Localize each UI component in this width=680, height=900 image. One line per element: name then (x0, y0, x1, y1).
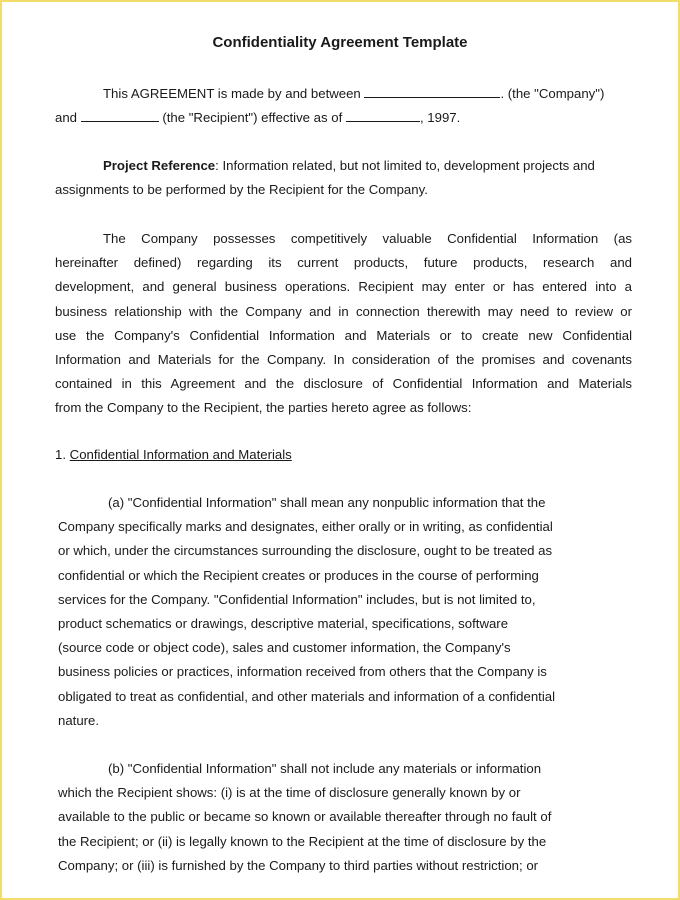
section-number: 1. (55, 447, 66, 462)
paragraph-a-line: (source code or object code), sales and customer information, the Company's (58, 640, 511, 656)
project-reference-text: assignments to be performed by the Recipient for the Company. (55, 182, 428, 198)
company-name-blank (364, 83, 500, 98)
paragraph-b-line: the Recipient; or (ii) is legally known to the Recipient at the time of disclosure by the (58, 833, 547, 849)
paragraph-a (58, 491, 618, 733)
intro-text: (the "Recipient") effective as of (162, 110, 343, 126)
paragraph-a-line: or which, under the circumstances surrounding the disclosure, ought to be treated as (58, 543, 553, 559)
intro-text: This AGREEMENT is made by and between (103, 86, 361, 101)
project-reference-paragraph (55, 154, 632, 202)
paragraph-b (58, 757, 618, 878)
intro-text: and (55, 110, 78, 126)
paragraph-a-line: (a) "Confidential Information" shall mean any nonpublic information that the (108, 495, 546, 510)
paragraph-a-line: confidential or which the Recipient creates or produces in the course of performing (58, 567, 539, 583)
paragraph-b-line: Company; or (iii) is furnished by the Company to third parties without restriction; or (58, 857, 539, 873)
paragraph-b-line: which the Recipient shows: (i) is at the time of disclosure generally known by or (58, 785, 521, 801)
paragraph-a-line: Company specifically marks and designates, either orally or in writing, as confidential (58, 519, 553, 535)
paragraph-a-line: services for the Company. "Confidential Information" includes, but is not limited to, (58, 591, 536, 607)
recital-line: Information and Materials for the Company. In consideration of the promises and covenants (55, 352, 632, 368)
recital-line: hereinafter defined) regarding its current products, future products, research and (55, 255, 632, 271)
paragraph-a-line: product schematics or drawings, descriptive material, specifications, software (58, 616, 509, 632)
project-reference-label: Project Reference (103, 158, 216, 173)
recipient-name-blank (81, 107, 159, 122)
section-1-heading (55, 443, 632, 467)
recital-line: development, and general business operations. Recipient may enter or has entered into a (55, 279, 632, 295)
recital-line: The Company possesses competitively valuable Confidential Information (as (103, 231, 632, 246)
intro-text: , 1997. (419, 110, 461, 126)
recitals-paragraph (55, 227, 632, 421)
intro-line-1 (55, 82, 632, 106)
paragraph-a-line: nature. (58, 712, 100, 728)
paragraph-a-line: obligated to treat as confidential, and other materials and information of a confidential (58, 688, 556, 704)
document-title: Confidentiality Agreement Template (212, 34, 468, 51)
recital-line: from the Company to the Recipient, the parties hereto agree as follows: (55, 400, 472, 416)
intro-text: . (the "Company") (500, 86, 605, 101)
paragraph-a-line: business policies or practices, information received from others that the Company is (58, 664, 547, 680)
intro-paragraph (55, 82, 632, 130)
recital-line: use the Company's Confidential Information and Materials or to create new Confidential (55, 327, 632, 343)
paragraph-b-line: (b) "Confidential Information" shall not include any materials or information (108, 761, 542, 776)
section-heading-text: Confidential Information and Materials (69, 447, 292, 462)
effective-date-blank (346, 107, 420, 122)
paragraph-b-line: available to the public or became so known or available thereafter through no fault of (58, 809, 552, 825)
recital-line: business relationship with the Company and in connection therewith may need to review or (55, 303, 632, 319)
recital-line: contained in this Agreement and the disclosure of Confidential Information and Materials (55, 376, 632, 392)
intro-line-2 (55, 106, 632, 130)
project-reference-text: : Information related, but not limited to, development projects and (215, 158, 595, 173)
